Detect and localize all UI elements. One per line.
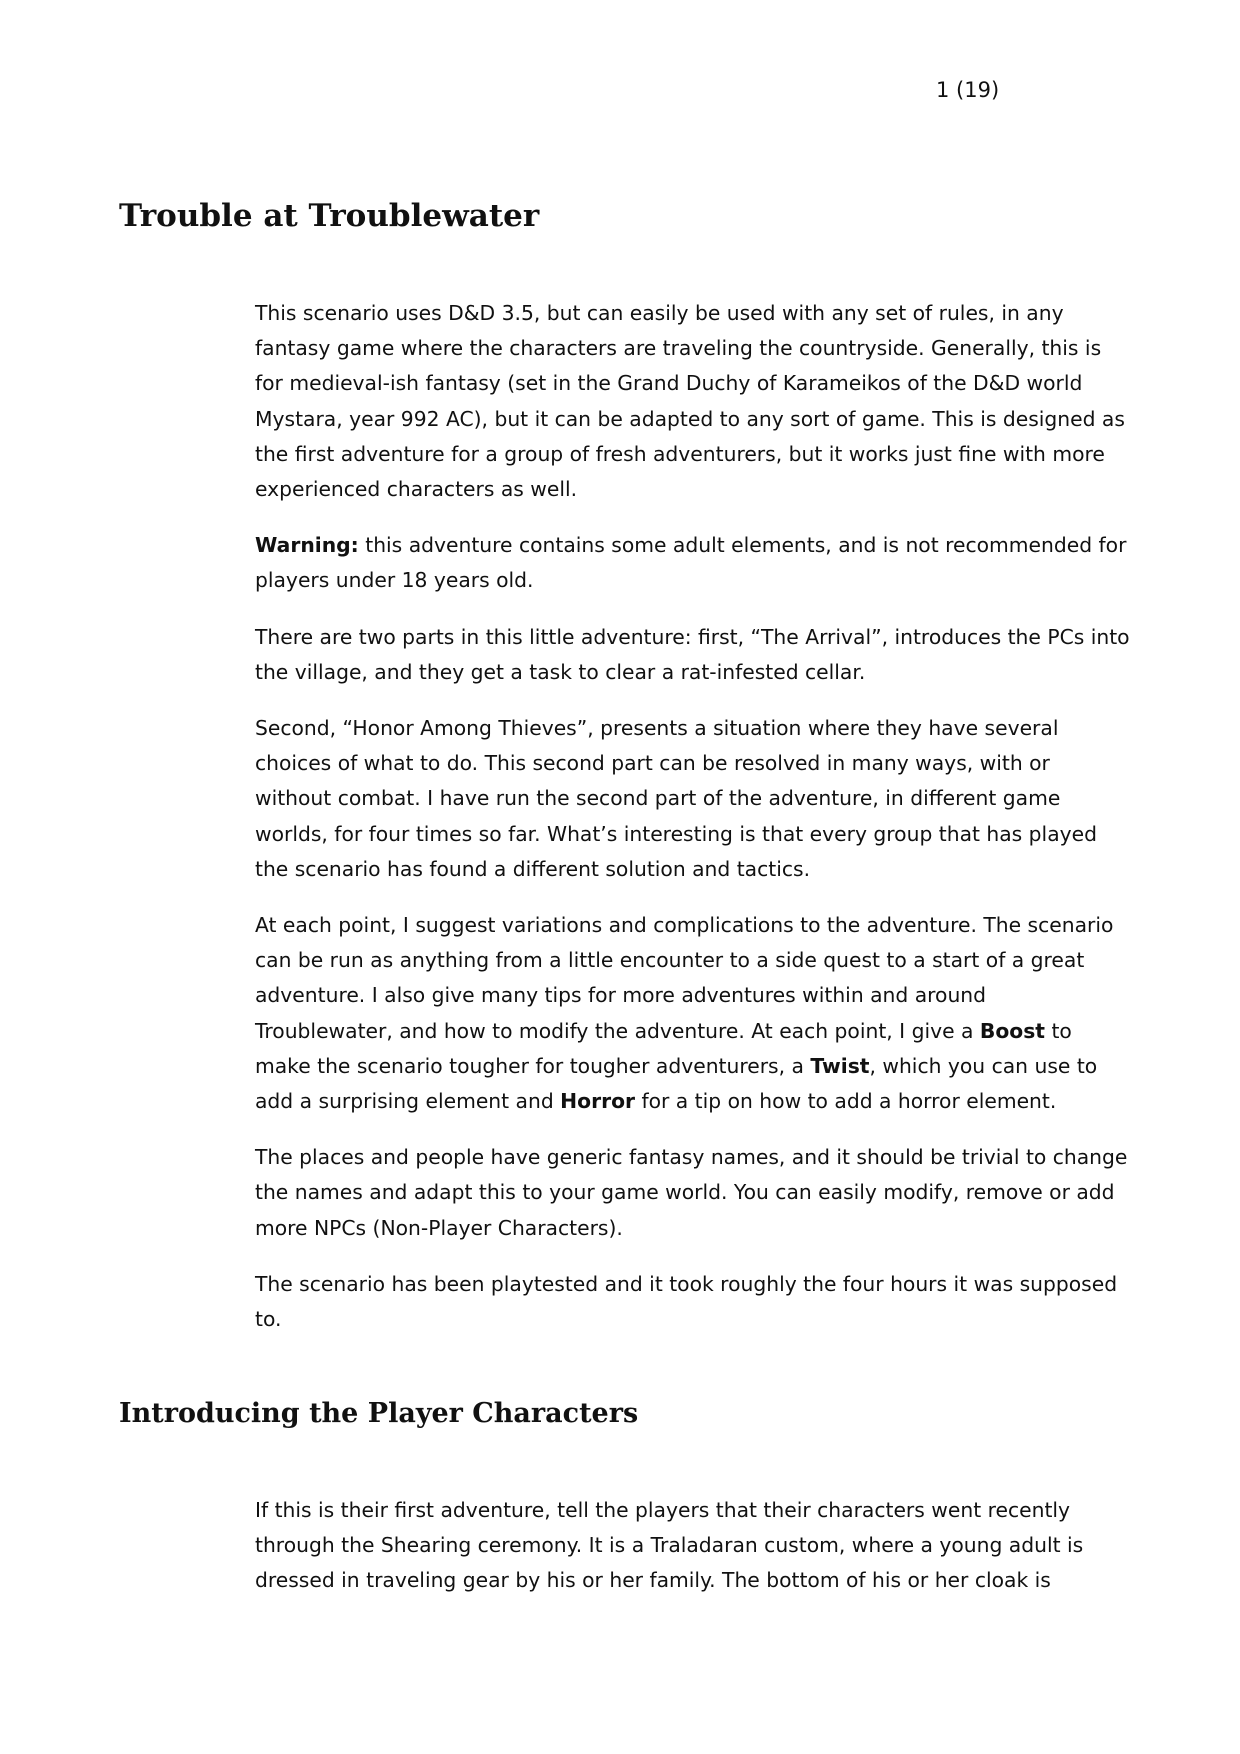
variations-text-3: , which you can use to add a surprising element and [255, 1053, 1098, 1114]
parts-paragraph-2: Second, “Honor Among Thieves”, presents a situation where they have several choices of what to do. This second part can be resolved in many ways, with or without combat. I have run the second part of the adventure, in different game worlds, for four times so far. What’s interesting is that every group that has played the scenario has found a different solution and tactics. [255, 716, 1097, 881]
intro-section [255, 296, 1130, 1358]
horror-term: Horror [560, 1089, 636, 1114]
warning-text: this adventure contains some adult elements, and is not recommended for players under 18 years old. [255, 533, 1127, 593]
warning-label: Warning: [255, 533, 359, 558]
intro-paragraph: This scenario uses D&D 3.5, but can easily be used with any set of rules, in any fantasy game where the characters are traveling the countryside. Generally, this is for medieval-ish fantasy (set in the Grand Duchy of Karameikos of the D&D world Mystara, year 992 AC), but it can be adapted to any sort of game. This is designed as the first adventure for a group of fresh adventurers, but it works just fine with more experienced characters as well. [255, 301, 1125, 502]
parts-paragraph-1: There are two parts in this little adventure: first, “The Arrival”, introduces the PCs into the village, and they get a task to clear a rat-infested cellar. [255, 624, 1130, 684]
closing-paragraph-2: The scenario has been playtested and it took roughly the four hours it was supposed to. [255, 1271, 1118, 1332]
boost-term: Boost [979, 1018, 1045, 1043]
twist-term: Twist [810, 1053, 870, 1078]
variations-text-1: At each point, I suggest variations and complications to the adventure. The scenario can be run as anything from a little encounter to a side quest to a start of a great adventure. I also give many tips for more adventures within and around Troublewater, and how to modify the adventure. At each point, I give a [255, 913, 1114, 1043]
variations-text-4: for a tip on how to add a horror element. [635, 1089, 1057, 1114]
section2-paragraph: If this is their first adventure, tell the players that their characters went recently through the Shearing ceremony. It is a Traladaran custom, where a young adult is dressed in traveling gear by his or her family. The bottom of his or her cloak is [255, 1498, 1084, 1593]
closing-paragraph-1: The places and people have generic fantasy names, and it should be trivial to change the names and adapt this to your game world. You can easily modify, remove or add more NPCs (Non-Player Characters). [255, 1145, 1128, 1240]
section-heading: Introducing the Player Characters [119, 1398, 639, 1429]
variations-text-2: to make the scenario tougher for tougher adventurers, a [255, 1018, 1072, 1078]
document-title: Trouble at Troublewater [119, 198, 540, 234]
page-number: 1 (19) [936, 78, 1000, 102]
variations-paragraph [255, 908, 1130, 1119]
warning-paragraph [255, 528, 1130, 598]
section2-body [255, 1493, 1130, 1620]
